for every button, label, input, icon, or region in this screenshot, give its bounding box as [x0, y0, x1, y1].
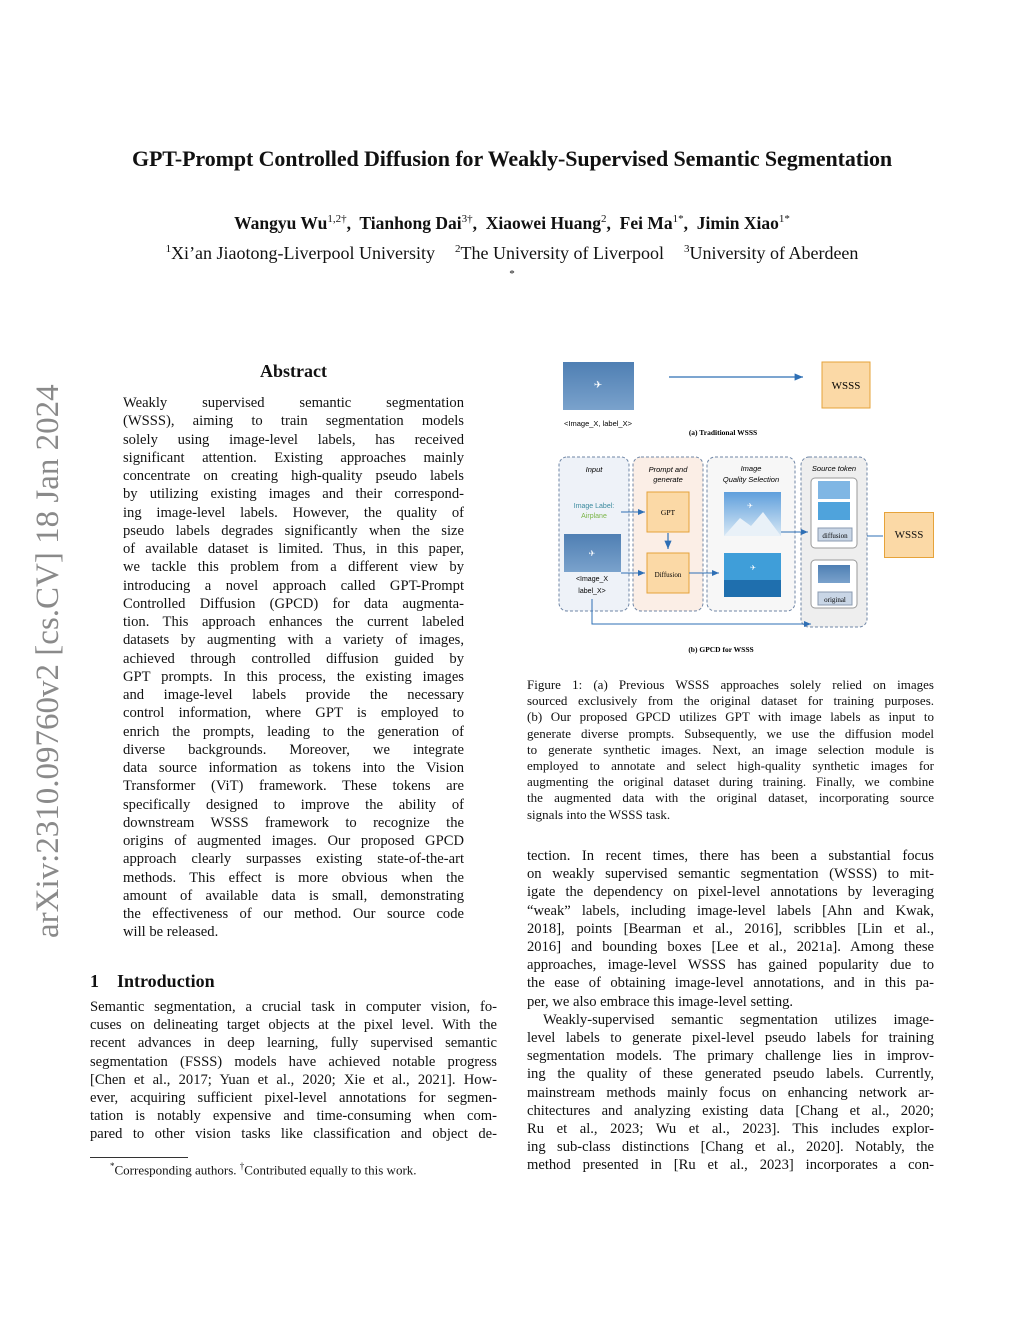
- intro-line: ever, acquiring sufficient pixel-level annotations for segmen-: [90, 1090, 497, 1107]
- wsss-box-b: [884, 512, 934, 558]
- abstract-line: downstream WSSS framework to recognize the: [123, 814, 464, 831]
- affiliation-mark: 3: [683, 243, 690, 255]
- footnote-mark: *: [110, 1161, 115, 1171]
- caption-line: employed to annotate and select high-quality synthetic images for: [527, 758, 934, 774]
- section-title: Introduction: [117, 971, 215, 991]
- author-name: Jimin Xiao: [696, 213, 779, 233]
- intro-line: tation is notably expensive and time-consuming when com-: [90, 1108, 497, 1125]
- author-mark: 1,2†: [327, 213, 347, 226]
- affiliation-name: University of Aberdeen: [689, 243, 859, 263]
- plane-icon: ✈: [593, 380, 603, 391]
- abstract-line: solely using image-level labels, has received: [123, 431, 464, 448]
- abstract-line: control information, where GPT is employed to: [123, 705, 464, 722]
- input-label-2: label_X>: [578, 588, 606, 595]
- token-diffusion-label: diffusion: [822, 532, 848, 540]
- token-image-3: [818, 565, 850, 583]
- caption-line: augmenting the original dataset during training. Finally, we combine: [527, 774, 934, 790]
- paper-title: GPT-Prompt Controlled Diffusion for Weakly-Supervised Semantic Segmentation: [131, 146, 893, 171]
- abstract-line: approach clearly surpasses existing state-of-the-art: [123, 851, 464, 868]
- caption-line: Figure 1: (a) Previous WSSS approaches solely relied on images: [527, 677, 934, 692]
- author-mark: 2: [601, 213, 607, 226]
- intro-body: [90, 998, 497, 1144]
- body-line: per, we also embrace this image-level setting.: [527, 993, 794, 1010]
- abstract-line: amount of available data is small, demonstrating: [123, 887, 464, 904]
- author-name: Tianhong Dai: [359, 213, 462, 233]
- abstract-line: achieved through controlled diffusion guided by: [123, 650, 464, 667]
- token-image-1: [818, 481, 850, 499]
- footnote-mark: †: [239, 1161, 245, 1171]
- sea-shape: [724, 580, 781, 597]
- abstract-line: specifically designed to improve the ability of: [123, 796, 464, 813]
- caption-line: generate diverse prompts. Subsequently, we use the diffusion model: [527, 725, 934, 741]
- abstract-line: of available dataset is limited. Thus, in this paper,: [123, 541, 464, 557]
- intro-line: Semantic segmentation, a crucial task in computer vision, fo-: [90, 999, 497, 1015]
- abstract-body: [123, 394, 464, 942]
- intro-line: cuses on delineating target objects at the pixel level. With the: [90, 1017, 497, 1034]
- plane-icon: ✈: [588, 549, 596, 558]
- body-line: approaches, image-level WSSS has gained popularity due to: [527, 957, 934, 974]
- caption-line: (b) Our proposed GPCD utilizes GPT with image labels as input to: [527, 709, 934, 725]
- caption-line: signals into the WSSS task.: [527, 806, 671, 822]
- intro-line: segmentation (FSSS) models have achieved notable progress: [90, 1053, 497, 1070]
- body-line: igate the dependency on pixel-level annotations by leveraging: [527, 884, 934, 901]
- right-column-body: [527, 847, 934, 1175]
- author-name: Wangyu Wu: [234, 213, 328, 233]
- abstract-line: (WSSS), aiming to train segmentation models: [123, 413, 464, 430]
- plane-icon: ✈: [747, 503, 753, 510]
- body-line: segmentation models. The primary challenge lies in improv-: [527, 1048, 934, 1065]
- body-line: ing sub-class distinctions [Chang et al., 2020]. Notably, the: [527, 1139, 934, 1156]
- section-heading: [90, 971, 215, 992]
- body-line: level labels to generate pixel-level pseudo labels for training: [527, 1030, 934, 1047]
- wsss-label-b: WSSS: [894, 529, 924, 541]
- body-line: the ease of obtaining image-level annotations, and in this pa-: [527, 975, 934, 992]
- abstract-line: will be released.: [123, 924, 219, 941]
- subcaption-a: (a) Traditional WSSS: [688, 428, 758, 437]
- abstract-line: origins of augmented images. Our proposed GPCD: [123, 833, 464, 849]
- affiliation-list: [0, 243, 1024, 264]
- footnote: [110, 1161, 417, 1178]
- author-mark: 3†: [461, 213, 473, 226]
- footnote-text: Contributed equally to this work.: [244, 1162, 417, 1178]
- caption-line: to generate synthetic images. Next, an image selection module is: [527, 741, 934, 757]
- body-line: method presented in [Ru et al., 2023] incorporates a con-: [527, 1157, 934, 1174]
- abstract-line: significant attention. Existing approaches mainly: [123, 449, 464, 466]
- body-line: chitectures and analyzing existing data [Chang et al., 2020;: [527, 1102, 934, 1119]
- figure-1: [555, 356, 885, 660]
- author-name: Fei Ma: [619, 213, 673, 233]
- image-label-title: Image Label:: [573, 503, 615, 510]
- body-line: ing the quality of these generated pseudo labels. Currently,: [527, 1066, 934, 1083]
- footnote-rule: [90, 1157, 188, 1158]
- abstract-line: methods. This effect is more obvious when the: [123, 869, 464, 886]
- body-line: “weak” labels, including image-level labels [Ahn and Kwak,: [527, 902, 934, 919]
- footnote-text: Corresponding authors.: [114, 1162, 240, 1178]
- abstract-line: we tackle this problem from a different view by: [123, 559, 464, 576]
- author-mark: 1*: [778, 213, 790, 226]
- abstract-line: ing image-level labels. However, the quality of: [123, 504, 464, 521]
- body-line: 2018], points [Bearman et al., 2016], scribbles [Lin et al.,: [527, 920, 934, 937]
- subcaption-b: (b) GPCD for WSSS: [688, 645, 754, 654]
- input-label-1: <Image_X: [575, 576, 609, 583]
- figure-diagram: [555, 356, 885, 660]
- panel-quality-title-2: Quality Selection: [722, 475, 780, 484]
- image-label-class: Airplane: [581, 513, 607, 520]
- abstract-line: introducing a novel approach called GPT-Prompt: [123, 577, 464, 594]
- abstract-line: tion. This approach enhances the current labeled: [123, 614, 464, 630]
- author-mark: 1*: [672, 213, 684, 226]
- body-line: Weakly-supervised semantic segmentation utilizes image-: [543, 1011, 934, 1028]
- affiliation-mark: 1: [165, 243, 172, 255]
- panel-source-title: Source token: [811, 464, 857, 473]
- abstract-line: Transformer (ViT) framework. These tokens are: [123, 778, 464, 795]
- body-line: tection. In recent times, there has been a substantial focus: [527, 848, 934, 864]
- intro-line: recent advances in deep learning, fully supervised semantic: [90, 1035, 497, 1052]
- abstract-line: Controlled Diffusion (GPCD) for data augmenta-: [123, 595, 464, 612]
- abstract-line: enrich the prompts, leading to the generation of: [123, 723, 464, 740]
- abstract-heading: Abstract: [260, 361, 327, 381]
- abstract-line: the effectiveness of our method. Our source code: [123, 906, 464, 922]
- author-list: Wangyu $Wu^{1,2\dagger}$, Tianhong Dai$^{3\dagger}$, Xiaowei Huang$^2$, Fei $Ma^{1*}$, Jimin Xiao$^{1*}$: [234, 213, 790, 233]
- abstract-line: datasets by augmenting with a variety of images,: [123, 632, 464, 649]
- section-number: 1: [90, 971, 99, 991]
- abstract-line: concentrate on creating high-quality pseudo labels: [123, 468, 464, 484]
- panel-prompt-title-2: generate: [653, 475, 683, 484]
- intro-line: pared to other vision tasks like classification and object de-: [90, 1126, 497, 1143]
- caption-line: sourced exclusively from the original dataset for training purposes.: [527, 693, 934, 709]
- panel-prompt-title-1: Prompt and: [648, 465, 688, 474]
- token-image-2: [818, 502, 850, 520]
- panel-quality-title-1: Image: [740, 464, 762, 473]
- intro-line: [Chen et al., 2017; Yuan et al., 2020; Xie et al., 2021]. How-: [90, 1071, 497, 1088]
- gpt-label: GPT: [660, 508, 676, 517]
- caption-line: the augmented data with the original dataset, incorporating source: [527, 790, 934, 806]
- image-label-a: <Image_X, label_X>: [564, 419, 632, 428]
- abstract-line: Weakly supervised semantic segmentation: [123, 395, 464, 411]
- plane-icon: ✈: [750, 565, 756, 572]
- body-line: Ru et al., 2023; Wu et al., 2023]. This includes explor-: [527, 1121, 934, 1138]
- affiliation-name: Xi’an Jiaotong-Liverpool University: [171, 243, 436, 263]
- abstract-line: and image-level labels provide the necessary: [123, 687, 464, 703]
- body-line: 2016] and bounding boxes [Lee et al., 2021a]. Among these: [527, 939, 934, 956]
- abstract-line: data source information as tokens into the Vision: [123, 760, 464, 776]
- affiliation-name: The University of Liverpool: [460, 243, 664, 263]
- figure-caption: [527, 677, 934, 823]
- affiliation-mark: 2: [455, 243, 461, 255]
- star-line: *: [509, 268, 515, 280]
- wsss-label-a: WSSS: [831, 380, 861, 392]
- abstract-line: by utilizing existing images and their correspond-: [123, 486, 464, 503]
- body-line: on weakly supervised semantic segmentation (WSSS) to mit-: [527, 866, 934, 883]
- abstract-line: GPT prompts. In this process, the existing images: [123, 668, 464, 685]
- diffusion-label: Diffusion: [654, 571, 682, 579]
- abstract-line: diverse backgrounds. Moreover, we integrate: [123, 741, 464, 758]
- body-line: mainstream methods mainly focus on enhancing network ar-: [527, 1084, 934, 1101]
- author-name: Xiaowei Huang: [485, 213, 602, 233]
- abstract-line: pseudo labels degrades significantly when the size: [123, 522, 464, 539]
- token-original-label: original: [824, 596, 846, 604]
- panel-input-title: Input: [585, 465, 603, 474]
